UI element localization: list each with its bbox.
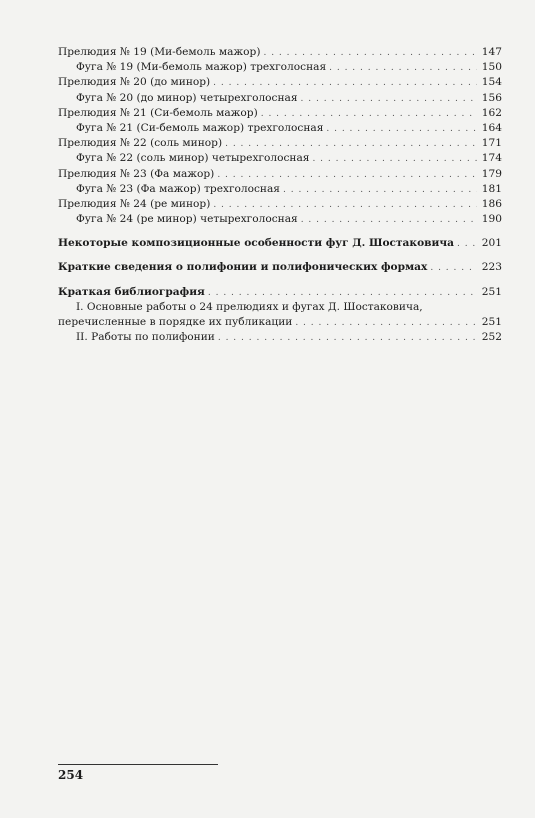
toc-entry-page: 150 [481,61,502,74]
toc-entry[interactable] [58,167,502,182]
toc-entry[interactable] [58,197,502,212]
toc-leader [218,331,477,346]
bibliography-title: II. Работы по полифонии [76,331,215,344]
bibliography-entry-line1 [58,300,502,315]
toc-section-title: Краткие сведения о полифонии и полифонических формах [58,261,428,274]
section-gap [58,227,502,236]
toc-entry-title: Прелюдия № 22 (соль минор) [58,137,223,150]
section-gap [58,276,502,285]
toc-entry-page: 147 [481,46,502,58]
toc-section-page: 223 [481,261,502,274]
toc-entry-page: 171 [481,137,502,150]
toc-leader [225,137,477,152]
toc-entry[interactable] [58,136,502,151]
toc-leader [208,286,477,301]
toc-section-page: 201 [481,237,502,250]
toc-leader [295,316,477,331]
toc-leader [326,122,477,137]
toc-leader [217,168,477,183]
bibliography-page: 251 [481,316,502,328]
toc-entry-title: Прелюдия № 19 (Ми-бемоль мажор) [58,46,261,58]
toc-leader [457,237,477,252]
bibliography-entry[interactable] [58,330,502,345]
toc-entry-page: 156 [481,91,502,104]
toc-section[interactable] [58,285,502,300]
toc-entry-title: Прелюдия № 23 (Фа мажор) [58,167,215,180]
toc-section[interactable] [58,236,502,251]
bibliography-title-line2: перечисленные в порядке их публикации [58,316,293,328]
footer-rule [58,764,218,765]
toc-entry[interactable] [58,212,502,227]
toc-entry-page: 162 [481,106,502,119]
toc-section-title: Краткая библиография [58,285,205,298]
toc-leader [263,46,477,61]
bibliography-page: 252 [481,331,502,344]
toc-entry-title: Прелюдия № 21 (Си-бемоль мажор) [58,106,258,119]
toc-leader [301,92,477,107]
toc-leader [329,61,477,76]
toc-leader [213,198,477,213]
toc-entry[interactable] [58,106,502,121]
toc-entry-title: Фуга № 22 (соль минор) четырехголосная [76,152,310,165]
toc-entry[interactable] [58,60,502,75]
toc-entry-page: 186 [481,197,502,210]
bibliography-entry[interactable] [58,315,502,330]
toc-section-title: Некоторые композиционные особенности фуг Д. Шостаковича [58,237,454,250]
toc-entry-title: Фуга № 24 (ре минор) четырехголосная [76,213,298,226]
toc-entry-page: 181 [481,182,502,195]
toc-entry-page: 179 [481,167,502,180]
toc-entry[interactable] [58,121,502,136]
toc-leader [213,76,477,91]
toc-leader [283,183,477,198]
toc-entry[interactable] [58,91,502,106]
toc-entry[interactable] [58,45,502,60]
toc-entry[interactable] [58,151,502,166]
table-of-contents [58,45,502,345]
toc-entry[interactable] [58,75,502,90]
toc-entry[interactable] [58,182,502,197]
toc-leader [430,261,477,276]
toc-entry-page: 164 [481,121,502,134]
toc-entry-page: 174 [481,152,502,165]
toc-entry-page: 190 [481,213,502,226]
section-gap [58,251,502,260]
toc-entry-title: Прелюдия № 24 (ре минор) [58,197,211,210]
toc-leader [312,152,477,167]
toc-leader [301,213,477,228]
toc-entry-page: 154 [481,76,502,89]
toc-entry-title: Прелюдия № 20 (до минор) [58,76,211,89]
toc-entry-title: Фуга № 21 (Си-бемоль мажор) трехголосная [76,121,324,134]
bibliography-title-line1: I. Основные работы о 24 прелюдиях и фугах Д. Шостаковича, [76,300,423,313]
toc-section-page: 251 [481,285,502,298]
toc-section[interactable] [58,260,502,275]
page-number: 254 [58,768,84,782]
toc-entry-title: Фуга № 23 (Фа мажор) трехголосная [76,182,280,195]
toc-entry-title: Фуга № 19 (Ми-бемоль мажор) трехголосная [76,61,327,74]
toc-entry-title: Фуга № 20 (до минор) четырехголосная [76,91,298,104]
toc-leader [261,107,477,122]
